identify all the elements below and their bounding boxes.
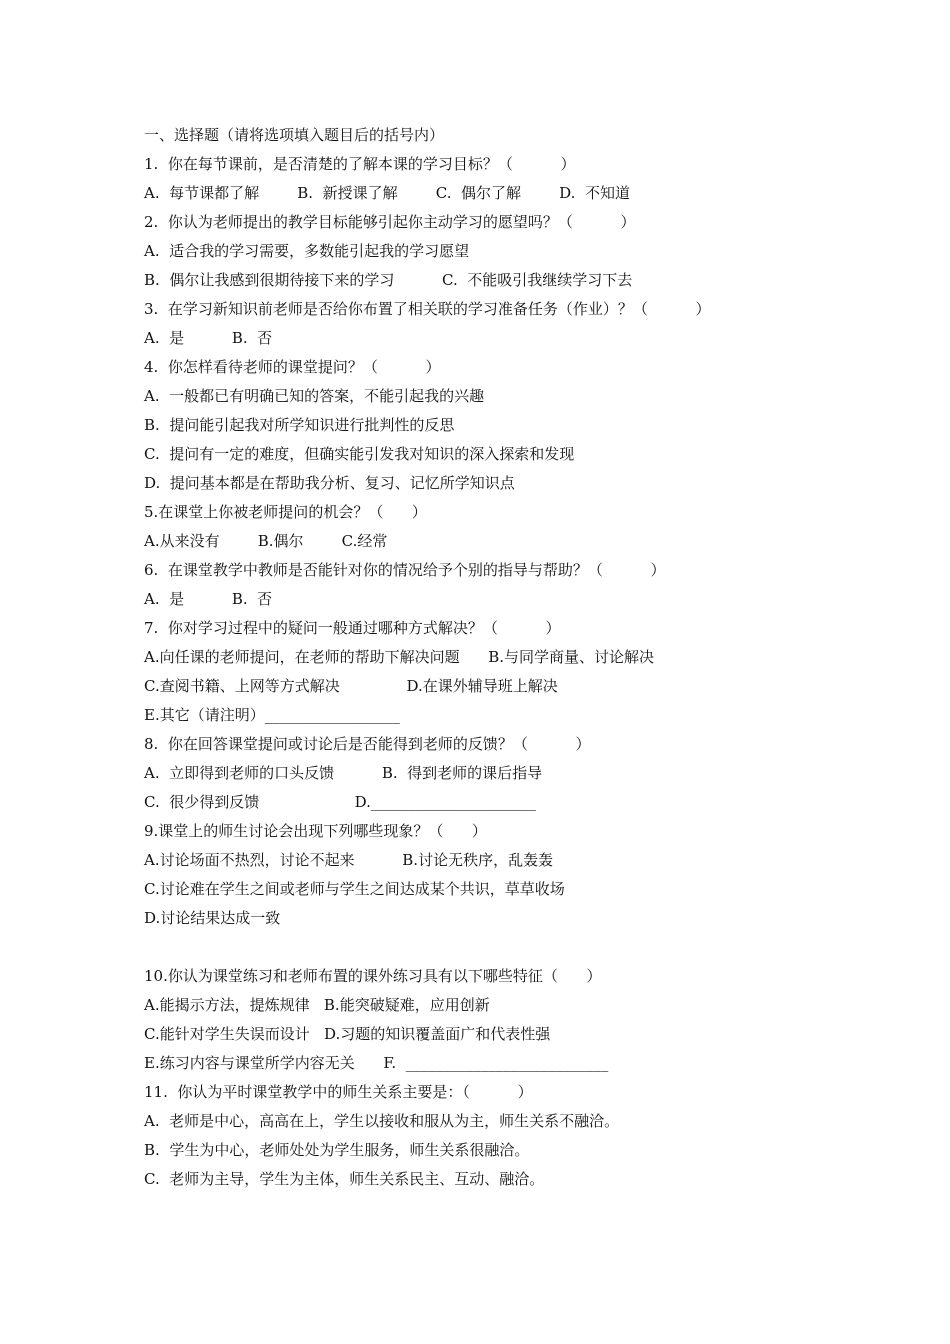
question-1-options: A. 每节课都了解 B. 新授课了解 C. 偶尔了解 D. 不知道 xyxy=(144,184,630,202)
question-5: 5.在课堂上你被老师提问的机会？（ ） xyxy=(144,503,427,521)
question-8-options-ab: A. 立即得到老师的口头反馈 B. 得到老师的课后指导 xyxy=(144,764,543,782)
question-11: 11. 你认为平时课堂教学中的师生关系主要是：（ ） xyxy=(144,1083,533,1101)
section-heading: 一、选择题（请将选项填入题目后的括号内） xyxy=(144,126,445,144)
question-11-option-b: B. 学生为中心，老师处处为学生服务，师生关系很融洽。 xyxy=(144,1141,530,1159)
question-5-options: A.从来没有 B.偶尔 C.经常 xyxy=(144,532,388,550)
question-11-option-a: A. 老师是中心，高高在上，学生以接收和服从为主，师生关系不融洽。 xyxy=(144,1112,620,1130)
question-1: 1. 你在每节课前，是否清楚的了解本课的学习目标？（ ） xyxy=(144,155,576,173)
spacer xyxy=(144,933,844,962)
questionnaire-page xyxy=(144,121,844,1194)
question-2-options-bc: B. 偶尔让我感到很期待接下来的学习 C. 不能吸引我继续学习下去 xyxy=(144,271,633,289)
question-2-option-a: A. 适合我的学习需要，多数能引起我的学习愿望 xyxy=(144,242,470,260)
question-9-options-ab: A.讨论场面不热烈，讨论不起来 B.讨论无秩序，乱轰轰 xyxy=(144,851,554,869)
question-7-option-e: E.其它（请注明）__________________ xyxy=(144,706,400,724)
question-10-options-ef: E.练习内容与课堂所学内容无关 F. ___________________________ xyxy=(144,1054,609,1072)
question-10-options-ab: A.能揭示方法，提炼规律 B.能突破疑难，应用创新 xyxy=(144,996,490,1014)
question-8-options-cd: C. 很少得到反馈 D.______________________ xyxy=(144,793,536,811)
question-6: 6. 在课堂教学中教师是否能针对你的情况给予个别的指导与帮助？（ ） xyxy=(144,561,666,579)
question-6-options: A. 是 B. 否 xyxy=(144,590,273,608)
question-11-option-c: C. 老师为主导，学生为主体，师生关系民主、互动、融洽。 xyxy=(144,1170,545,1188)
question-4-option-d: D. 提问基本都是在帮助我分析、复习、记忆所学知识点 xyxy=(144,474,515,492)
question-7: 7. 你对学习过程中的疑问一般通过哪种方式解决？（ ） xyxy=(144,619,561,637)
question-10: 10.你认为课堂练习和老师布置的课外练习具有以下哪些特征（ ） xyxy=(144,967,602,985)
question-4-option-c: C. 提问有一定的难度，但确实能引发我对知识的深入探索和发现 xyxy=(144,445,575,463)
question-2: 2. 你认为老师提出的教学目标能够引起你主动学习的愿望吗？（ ） xyxy=(144,213,636,231)
question-10-options-cd: C.能针对学生失误而设计 D.习题的知识覆盖面广和代表性强 xyxy=(144,1025,551,1043)
question-8: 8. 你在回答课堂提问或讨论后是否能得到老师的反馈？（ ） xyxy=(144,735,591,753)
question-4-option-a: A. 一般都已有明确已知的答案，不能引起我的兴趣 xyxy=(144,387,485,405)
question-9-option-c: C.讨论难在学生之间或老师与学生之间达成某个共识，草草收场 xyxy=(144,880,565,898)
question-3-options: A. 是 B. 否 xyxy=(144,329,273,347)
question-4: 4. 你怎样看待老师的课堂提问？（ ） xyxy=(144,358,441,376)
question-9-option-d: D.讨论结果达成一致 xyxy=(144,909,281,927)
question-3: 3. 在学习新知识前老师是否给你布置了相关联的学习准备任务（作业）？（ ） xyxy=(144,300,711,318)
question-4-option-b: B. 提问能引起我对所学知识进行批判性的反思 xyxy=(144,416,455,434)
question-9: 9.课堂上的师生讨论会出现下列哪些现象？（ ） xyxy=(144,822,487,840)
question-7-options-ab: A.向任课的老师提问，在老师的帮助下解决问题 B.与同学商量、讨论解决 xyxy=(144,648,655,666)
question-7-options-cd: C.查阅书籍、上网等方式解决 D.在课外辅导班上解决 xyxy=(144,677,558,695)
